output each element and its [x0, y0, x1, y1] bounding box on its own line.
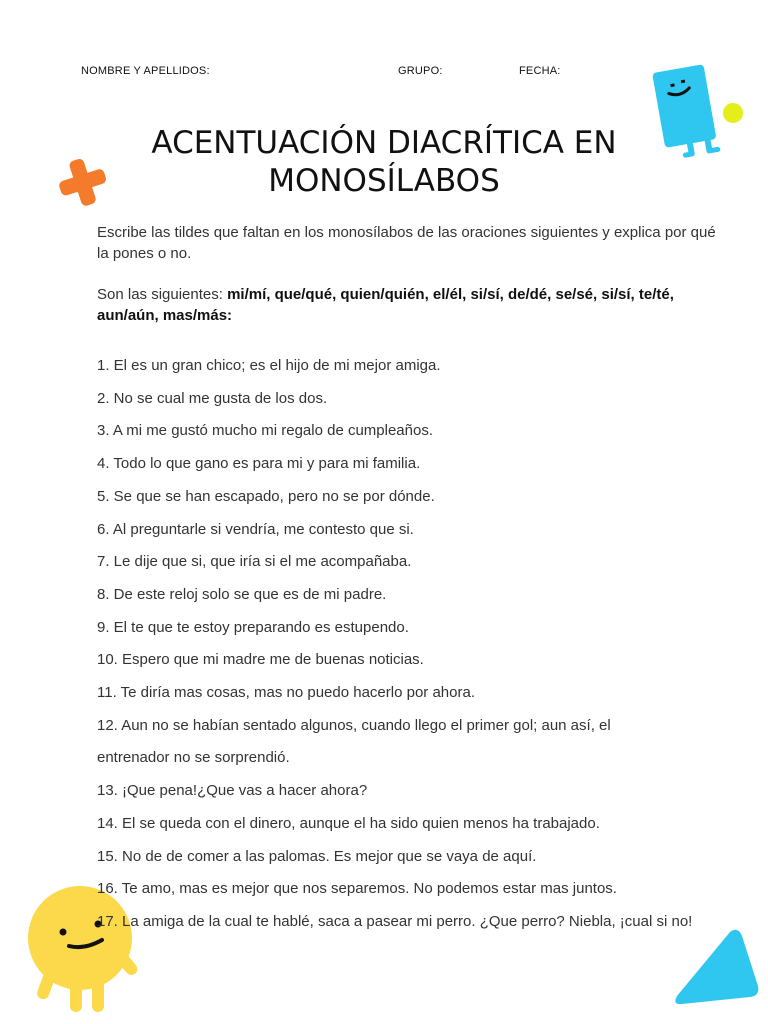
date-label: FECHA:: [519, 65, 561, 77]
sentence-item: 11. Te diría mas cosas, mas no puedo hacerlo por ahora.: [97, 684, 475, 702]
name-label: NOMBRE Y APELLIDOS:: [81, 65, 210, 77]
sentence-list: [97, 350, 737, 939]
page-title: [100, 124, 668, 200]
sentence-item: 4. Todo lo que gano es para mi y para mi familia.: [97, 455, 421, 473]
sentence-item: 7. Le dije que si, que iría si el me acompañaba.: [97, 553, 412, 571]
sentence-item: 14. El se queda con el dinero, aunque el ha sido quien menos ha trabajado.: [97, 814, 600, 832]
sentence-item: 13. ¡Que pena!¿Que vas a hacer ahora?: [97, 782, 368, 800]
sentence-item: 9. El te que te estoy preparando es estupendo.: [97, 618, 409, 636]
sentence-item: 15. No de de comer a las palomas. Es mejor que se vaya de aquí.: [97, 847, 537, 865]
sentence-item: 17. La amiga de la cual te hablé, saca a pasear mi perro. ¿Que perro? Niebla, ¡cual si no!: [97, 912, 693, 930]
sentence-item: 12. Aun no se habían sentado algunos, cuando llego el primer gol; aun así, el: [97, 716, 611, 734]
sentence-item: 1. El es un gran chico; es el hijo de mi mejor amiga.: [97, 357, 441, 374]
monosyllables-prefix: Son las siguientes:: [97, 286, 228, 303]
sentence-item: 10. Espero que mi madre me de buenas noticias.: [97, 651, 424, 669]
sentence-item: 5. Se que se han escapado, pero no se por dónde.: [97, 487, 435, 505]
sentence-item: 2. No se cual me gusta de los dos.: [97, 389, 328, 407]
group-label: GRUPO:: [398, 65, 443, 77]
title-line-1: ACENTUACIÓN DIACRÍTICA EN: [151, 125, 617, 161]
monosyllables-list: mi/mí, que/qué, quien/quién, el/él, si/sí, de/dé, se/sé, si/sí, te/té, aun/aún, mas/más:: [97, 286, 674, 324]
monosyllables-paragraph: [97, 284, 717, 326]
title-line-2: MONOSÍLABOS: [268, 163, 500, 199]
sentence-item: 3. A mi me gustó mucho mi regalo de cumpleaños.: [97, 422, 434, 440]
sentence-item: 16. Te amo, mas es mejor que nos separemos. No podemos estar mas juntos.: [97, 880, 617, 898]
instructions-text: Escribe las tildes que faltan en los monosílabos de las oraciones siguientes y explica por qué la pones o no.: [97, 224, 716, 262]
sentence-item-continuation: entrenador no se sorprendió.: [97, 749, 290, 767]
sentence-item: 8. De este reloj solo se que es de mi padre.: [97, 585, 387, 603]
sentence-item: 6. Al preguntarle si vendría, me contesto que si.: [97, 520, 414, 538]
